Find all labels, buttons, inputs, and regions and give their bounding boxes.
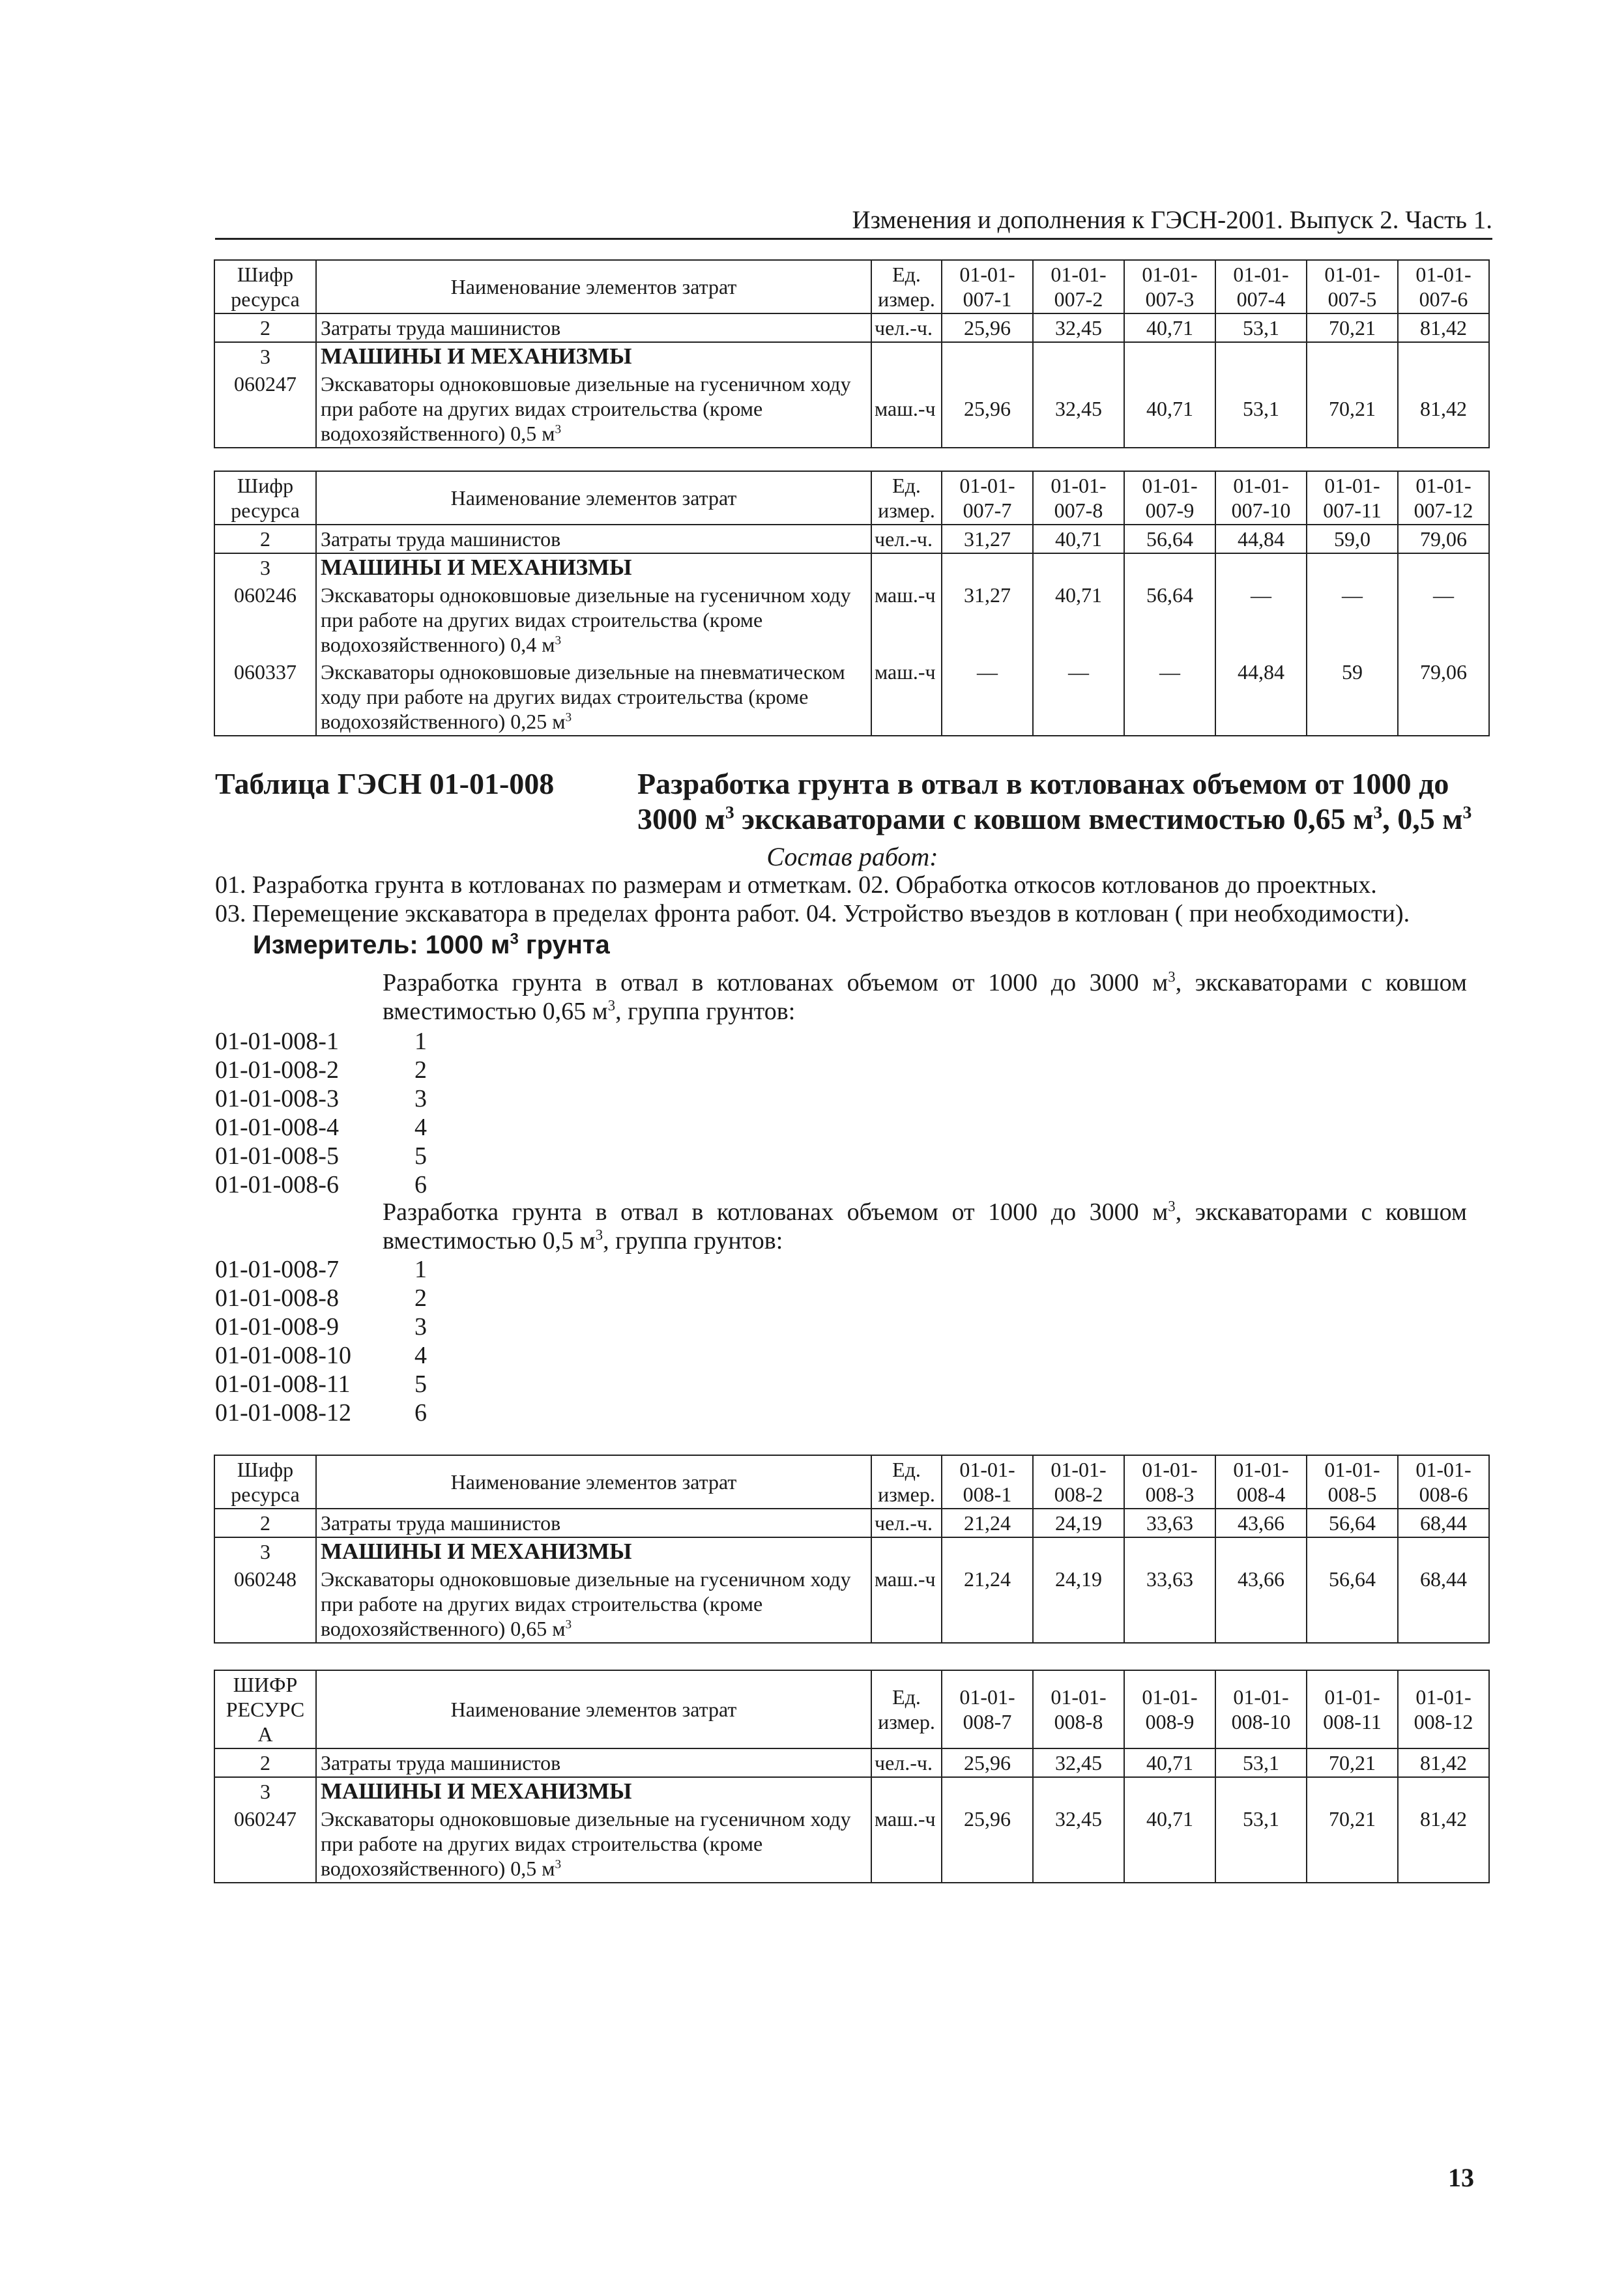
resource-code: 2 — [214, 313, 316, 342]
resource-name: Экскаваторы одноковшовые дизельные на гусеничном ходу при работе на других видах строительства (кроме водохозяйственного) 0,4 $м^3$ — [316, 581, 871, 658]
column-code: 01-01-007-5 — [1307, 260, 1398, 313]
norm-code: 01-01-008-4 — [215, 1114, 339, 1141]
unit-cell: чел.-ч. — [871, 1748, 942, 1777]
value-cell: 59 — [1307, 658, 1398, 736]
code-header: Шифр ресурса — [214, 1455, 316, 1509]
cost-table-4 — [214, 1670, 1490, 1883]
soil-group: 3 — [414, 1313, 427, 1341]
value-cell: 40,71 — [1033, 581, 1124, 658]
value-cell: 79,06 — [1398, 658, 1489, 736]
resource-code: 060247 — [214, 1805, 316, 1883]
column-code: 01-01-007-1 — [942, 260, 1033, 313]
value-cell: 25,96 — [942, 370, 1033, 448]
value-cell: 43,66 — [1215, 1509, 1307, 1537]
table-name: Разработка грунта в отвал в котлованах объемом от 1000 до 3000 $м^3$ экскаваторами с ковшом вместимостью 0,65 $м^3$, 0,5 $м^3$ — [637, 767, 1472, 835]
resource-name: Затраты труда машинистов — [316, 1748, 871, 1777]
section-heading: МАШИНЫ И МЕХАНИЗМЫ — [316, 1777, 871, 1805]
column-code: 01-01-007-10 — [1215, 471, 1307, 525]
soil-group: 4 — [414, 1342, 427, 1369]
soil-group: 1 — [414, 1028, 427, 1055]
value-cell: 24,19 — [1033, 1565, 1124, 1643]
value-cell: 56,64 — [1307, 1509, 1398, 1537]
value-cell: — — [1398, 581, 1489, 658]
labor-row — [214, 525, 1489, 553]
resource-code: 3 — [214, 553, 316, 581]
value-cell: 56,64 — [1124, 525, 1215, 553]
section-heading: МАШИНЫ И МЕХАНИЗМЫ — [316, 1537, 871, 1565]
norm-code: 01-01-008-9 — [215, 1313, 339, 1341]
resource-name: Экскаваторы одноковшовые дизельные на гусеничном ходу при работе на других видах строительства (кроме водохозяйственного) 0,65 $м^3$ — [316, 1565, 871, 1643]
labor-row — [214, 1509, 1489, 1537]
machine-row — [214, 1805, 1489, 1883]
name-header: Наименование элементов затрат — [316, 1455, 871, 1509]
column-code: 01-01-007-11 — [1307, 471, 1398, 525]
unit-cell: маш.-ч — [871, 1565, 942, 1643]
resource-name: Экскаваторы одноковшовые дизельные на пневматическом ходу при работе на других видах строительства (кроме водохозяйственного) 0,25 $м^3$ — [316, 658, 871, 736]
value-cell: 43,66 — [1215, 1565, 1307, 1643]
value-cell: 81,42 — [1398, 1748, 1489, 1777]
code-header: Шифр ресурса — [214, 260, 316, 313]
resource-name: Затраты труда машинистов — [316, 1509, 871, 1537]
name-header: Наименование элементов затрат — [316, 260, 871, 313]
intro-paragraph: Разработка грунта в отвал в котлованах объемом от 1000 до 3000 $м^3$, экскаваторами с ковшом вместимостью 0,65 $м^3$, группа грунтов: — [383, 968, 1467, 1025]
value-cell: 21,24 — [942, 1509, 1033, 1537]
composition-line: 01. Разработка грунта в котлованах по размерам и отметкам. 02. Обработка откосов котлованов до проектных. — [215, 871, 1377, 899]
unit-cell: маш.-ч — [871, 581, 942, 658]
soil-group: 2 — [414, 1056, 427, 1084]
unit-cell: чел.-ч. — [871, 1509, 942, 1537]
value-cell: — — [942, 658, 1033, 736]
unit-header: Ед. измер. — [871, 260, 942, 313]
composition-line: 03. Перемещение экскаватора в пределах фронта работ. 04. Устройство въездов в котлован ( при необходимости). — [215, 900, 1410, 927]
column-code: 01-01-007-12 — [1398, 471, 1489, 525]
value-cell: 44,84 — [1215, 525, 1307, 553]
value-cell: 33,63 — [1124, 1509, 1215, 1537]
value-cell: — — [1033, 658, 1124, 736]
cost-table-3 — [214, 1455, 1490, 1644]
column-code: 01-01-007-9 — [1124, 471, 1215, 525]
value-cell: 81,42 — [1398, 1805, 1489, 1883]
soil-group: 3 — [414, 1085, 427, 1112]
machines-heading-row — [214, 553, 1489, 581]
column-code: 01-01-007-6 — [1398, 260, 1489, 313]
value-cell: — — [1215, 581, 1307, 658]
value-cell: 33,63 — [1124, 1565, 1215, 1643]
value-cell: 81,42 — [1398, 370, 1489, 448]
code-header: ШИФР РЕСУРС А — [214, 1670, 316, 1748]
value-cell: 70,21 — [1307, 370, 1398, 448]
value-cell: 31,27 — [942, 581, 1033, 658]
column-code: 01-01-008-8 — [1033, 1670, 1124, 1748]
resource-code: 2 — [214, 525, 316, 553]
column-code: 01-01-008-9 — [1124, 1670, 1215, 1748]
labor-row — [214, 313, 1489, 342]
value-cell: 79,06 — [1398, 525, 1489, 553]
value-cell: 31,27 — [942, 525, 1033, 553]
value-cell: 32,45 — [1033, 1748, 1124, 1777]
column-code: 01-01-008-4 — [1215, 1455, 1307, 1509]
machines-heading-row — [214, 1777, 1489, 1805]
column-code: 01-01-008-7 — [942, 1670, 1033, 1748]
value-cell: 70,21 — [1307, 313, 1398, 342]
value-cell: 70,21 — [1307, 1748, 1398, 1777]
column-code: 01-01-008-2 — [1033, 1455, 1124, 1509]
value-cell: 40,71 — [1124, 313, 1215, 342]
column-code: 01-01-008-3 — [1124, 1455, 1215, 1509]
norm-code: 01-01-008-3 — [215, 1085, 339, 1112]
value-cell: 81,42 — [1398, 313, 1489, 342]
section-heading: МАШИНЫ И МЕХАНИЗМЫ — [316, 342, 871, 370]
resource-code: 3 — [214, 1537, 316, 1565]
value-cell: 25,96 — [942, 1805, 1033, 1883]
name-header: Наименование элементов затрат — [316, 1670, 871, 1748]
column-code: 01-01-007-4 — [1215, 260, 1307, 313]
value-cell: 40,71 — [1124, 370, 1215, 448]
value-cell: 24,19 — [1033, 1509, 1124, 1537]
table-header-row — [214, 1455, 1489, 1509]
norm-code: 01-01-008-7 — [215, 1256, 339, 1283]
meter-unit: Измеритель: 1000 $м^3$ грунта — [253, 930, 610, 959]
soil-group: 6 — [414, 1399, 427, 1427]
machines-heading-row — [214, 1537, 1489, 1565]
unit-header: Ед. измер. — [871, 1670, 942, 1748]
resource-name: Экскаваторы одноковшовые дизельные на гусеничном ходу при работе на других видах строительства (кроме водохозяйственного) 0,5 $м^3$ — [316, 370, 871, 448]
value-cell: 32,45 — [1033, 313, 1124, 342]
norm-code: 01-01-008-10 — [215, 1342, 351, 1369]
norm-code: 01-01-008-5 — [215, 1142, 339, 1170]
machine-row — [214, 581, 1489, 658]
cost-table-2 — [214, 471, 1490, 736]
value-cell: 25,96 — [942, 313, 1033, 342]
soil-group: 6 — [414, 1171, 427, 1198]
value-cell: 53,1 — [1215, 1748, 1307, 1777]
table-header-row — [214, 471, 1489, 525]
intro-paragraph: Разработка грунта в отвал в котлованах объемом от 1000 до 3000 $м^3$, экскаваторами с ковшом вместимостью 0,5 $м^3$, группа грунтов: — [383, 1198, 1467, 1254]
resource-code: 2 — [214, 1748, 316, 1777]
unit-cell: чел.-ч. — [871, 313, 942, 342]
value-cell: 53,1 — [1215, 1805, 1307, 1883]
unit-cell: маш.-ч — [871, 370, 942, 448]
soil-group: 5 — [414, 1142, 427, 1170]
machine-row — [214, 370, 1489, 448]
column-code: 01-01-007-2 — [1033, 260, 1124, 313]
norm-code: 01-01-008-1 — [215, 1028, 339, 1055]
page-number: 13 — [1448, 2163, 1474, 2192]
resource-code: 3 — [214, 342, 316, 370]
unit-header: Ед. измер. — [871, 1455, 942, 1509]
soil-group: 5 — [414, 1370, 427, 1398]
value-cell: — — [1124, 658, 1215, 736]
resource-code: 060248 — [214, 1565, 316, 1643]
value-cell: 25,96 — [942, 1748, 1033, 1777]
resource-name: Экскаваторы одноковшовые дизельные на гусеничном ходу при работе на других видах строительства (кроме водохозяйственного) 0,5 $м^3$ — [316, 1805, 871, 1883]
column-code: 01-01-008-12 — [1398, 1670, 1489, 1748]
resource-code: 060247 — [214, 370, 316, 448]
composition-text — [215, 871, 1512, 928]
cost-table-1 — [214, 259, 1490, 448]
norm-code: 01-01-008-2 — [215, 1056, 339, 1084]
value-cell: 68,44 — [1398, 1565, 1489, 1643]
unit-cell: чел.-ч. — [871, 525, 942, 553]
value-cell: — — [1307, 581, 1398, 658]
resource-name: Затраты труда машинистов — [316, 313, 871, 342]
machines-heading-row — [214, 342, 1489, 370]
column-code: 01-01-008-11 — [1307, 1670, 1398, 1748]
value-cell: 68,44 — [1398, 1509, 1489, 1537]
machine-row — [214, 658, 1489, 736]
column-code: 01-01-007-3 — [1124, 260, 1215, 313]
value-cell: 59,0 — [1307, 525, 1398, 553]
resource-code: 3 — [214, 1777, 316, 1805]
column-code: 01-01-008-5 — [1307, 1455, 1398, 1509]
column-code: 01-01-007-8 — [1033, 471, 1124, 525]
value-cell: 70,21 — [1307, 1805, 1398, 1883]
unit-header: Ед. измер. — [871, 471, 942, 525]
value-cell: 32,45 — [1033, 370, 1124, 448]
value-cell: 56,64 — [1124, 581, 1215, 658]
composition-title: Состав работ: — [766, 842, 938, 871]
table-code: Таблица ГЭСН 01-01-008 — [215, 767, 555, 800]
running-header: Изменения и дополнения к ГЭСН-2001. Выпуск 2. Часть 1. — [215, 207, 1492, 240]
norm-code: 01-01-008-6 — [215, 1171, 339, 1198]
resource-name: Затраты труда машинистов — [316, 525, 871, 553]
soil-group: 1 — [414, 1256, 427, 1283]
norm-code: 01-01-008-11 — [215, 1370, 351, 1398]
value-cell: 44,84 — [1215, 658, 1307, 736]
value-cell: 56,64 — [1307, 1565, 1398, 1643]
soil-group: 2 — [414, 1284, 427, 1312]
column-code: 01-01-007-7 — [942, 471, 1033, 525]
value-cell: 53,1 — [1215, 370, 1307, 448]
value-cell: 40,71 — [1124, 1748, 1215, 1777]
resource-code: 060337 — [214, 658, 316, 736]
unit-cell: маш.-ч — [871, 658, 942, 736]
code-header: Шифр ресурса — [214, 471, 316, 525]
norm-code: 01-01-008-12 — [215, 1399, 351, 1427]
table-header-row — [214, 260, 1489, 313]
table-header-row — [214, 1670, 1489, 1748]
norm-code: 01-01-008-8 — [215, 1284, 339, 1312]
name-header: Наименование элементов затрат — [316, 471, 871, 525]
soil-group: 4 — [414, 1114, 427, 1141]
machine-row — [214, 1565, 1489, 1643]
section-heading: МАШИНЫ И МЕХАНИЗМЫ — [316, 553, 871, 581]
resource-code: 060246 — [214, 581, 316, 658]
column-code: 01-01-008-10 — [1215, 1670, 1307, 1748]
resource-code: 2 — [214, 1509, 316, 1537]
value-cell: 40,71 — [1033, 525, 1124, 553]
value-cell: 21,24 — [942, 1565, 1033, 1643]
labor-row — [214, 1748, 1489, 1777]
unit-cell: маш.-ч — [871, 1805, 942, 1883]
value-cell: 40,71 — [1124, 1805, 1215, 1883]
column-code: 01-01-008-1 — [942, 1455, 1033, 1509]
value-cell: 32,45 — [1033, 1805, 1124, 1883]
value-cell: 53,1 — [1215, 313, 1307, 342]
column-code: 01-01-008-6 — [1398, 1455, 1489, 1509]
